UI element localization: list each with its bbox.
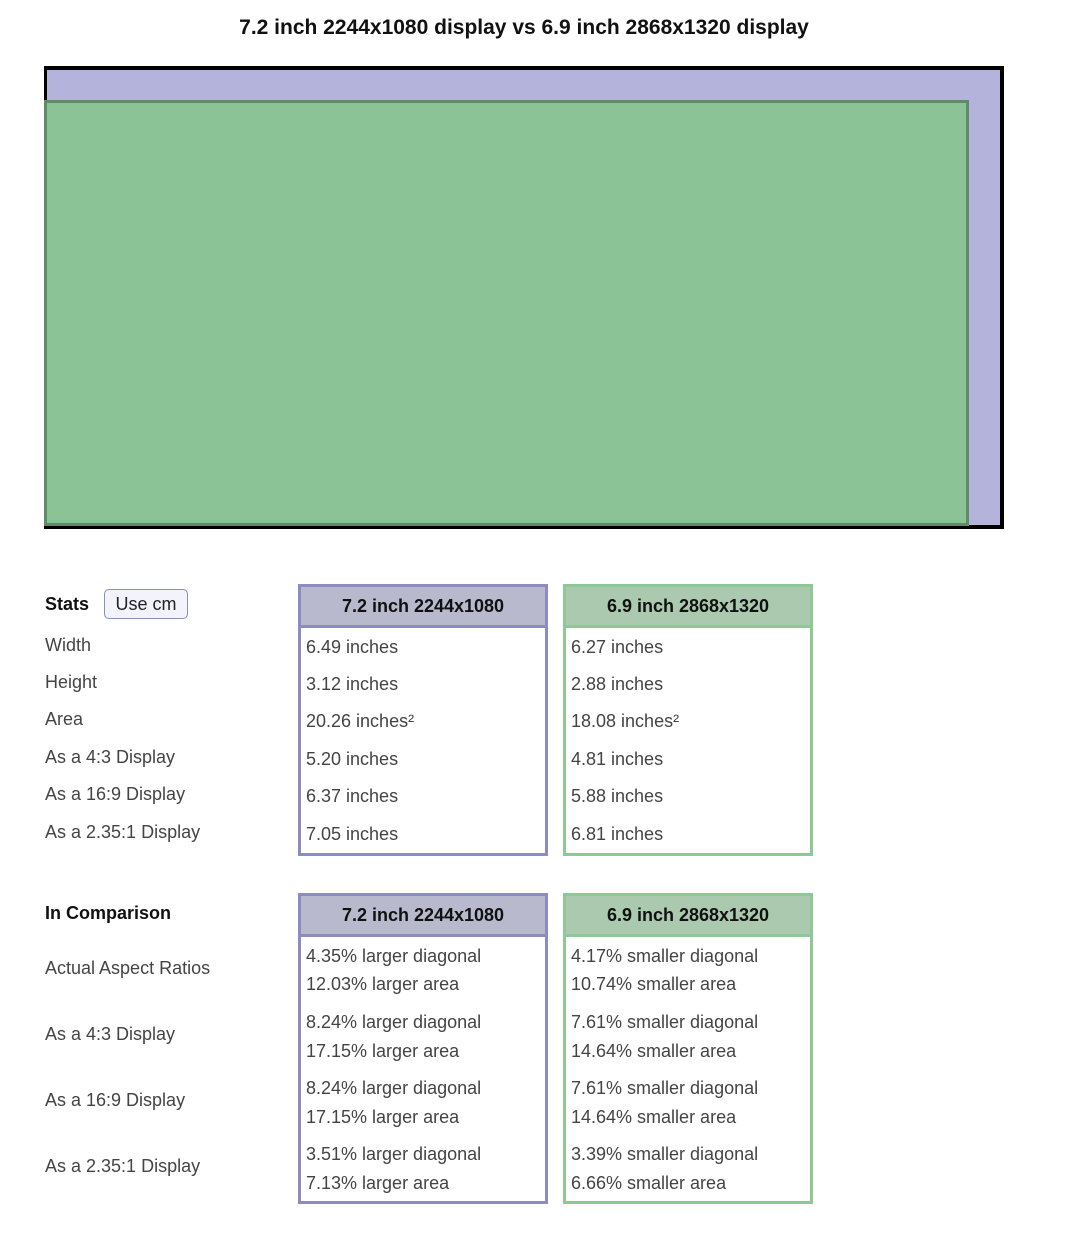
stats-row-label: As a 2.35:1 Display	[45, 822, 201, 842]
comparison-cell: 8.24% larger diagonal	[306, 1078, 482, 1098]
column-header: 6.9 inch 2868x1320	[566, 896, 810, 937]
stats-row-label: Width	[45, 635, 92, 655]
stats-column-display-b	[563, 584, 813, 856]
comparison-cell: 4.35% larger diagonal	[306, 946, 482, 966]
stats-cell: 18.08 inches²	[571, 711, 680, 731]
comparison-cell: 12.03% larger area	[306, 974, 460, 994]
column-header: 7.2 inch 2244x1080	[301, 896, 545, 937]
stats-row-label: Height	[45, 672, 98, 692]
stats-cell: 7.05 inches	[306, 824, 399, 844]
comparison-row-label: As a 4:3 Display	[45, 1024, 176, 1044]
stats-cell: 6.49 inches	[306, 637, 399, 657]
stats-cell: 6.27 inches	[571, 637, 664, 657]
comparison-cell: 6.66% smaller area	[571, 1173, 727, 1193]
stats-cell: 5.88 inches	[571, 786, 664, 806]
comparison-cell: 14.64% smaller area	[571, 1107, 737, 1127]
stats-cell: 6.37 inches	[306, 786, 399, 806]
stats-cell: 5.20 inches	[306, 749, 399, 769]
stats-row-label: As a 16:9 Display	[45, 784, 186, 804]
comparison-cell: 7.61% smaller diagonal	[571, 1078, 759, 1098]
comparison-heading: In Comparison	[45, 903, 172, 923]
comparison-cell: 3.39% smaller diagonal	[571, 1144, 759, 1164]
stats-cell: 3.12 inches	[306, 674, 399, 694]
column-header: 7.2 inch 2244x1080	[301, 587, 545, 628]
comparison-row-label: Actual Aspect Ratios	[45, 958, 211, 978]
stats-column-display-a	[298, 584, 548, 856]
stats-row-label: As a 4:3 Display	[45, 747, 176, 767]
stats-heading: Stats	[45, 594, 90, 614]
comparison-cell: 8.24% larger diagonal	[306, 1012, 482, 1032]
comparison-cell: 10.74% smaller area	[571, 974, 737, 994]
column-header: 6.9 inch 2868x1320	[566, 587, 810, 628]
comparison-cell: 17.15% larger area	[306, 1107, 460, 1127]
comparison-cell: 17.15% larger area	[306, 1041, 460, 1061]
comparison-cell: 7.13% larger area	[306, 1173, 450, 1193]
use-cm-button[interactable]: Use cm	[104, 589, 188, 619]
stats-cell: 2.88 inches	[571, 674, 664, 694]
page-title: 7.2 inch 2244x1080 display vs 6.9 inch 2868x1320 display	[239, 16, 809, 39]
comparison-cell: 4.17% smaller diagonal	[571, 946, 759, 966]
comparison-row-label: As a 2.35:1 Display	[45, 1156, 201, 1176]
stats-cell: 20.26 inches²	[306, 711, 415, 731]
comparison-row-label: As a 16:9 Display	[45, 1090, 186, 1110]
comparison-cell: 7.61% smaller diagonal	[571, 1012, 759, 1032]
display-b-outline	[44, 100, 969, 526]
stats-cell: 4.81 inches	[571, 749, 664, 769]
stats-cell: 6.81 inches	[571, 824, 664, 844]
comparison-column-display-a	[298, 893, 548, 1204]
stats-row-label: Area	[45, 709, 84, 729]
comparison-cell: 14.64% smaller area	[571, 1041, 737, 1061]
comparison-column-display-b	[563, 893, 813, 1204]
comparison-cell: 3.51% larger diagonal	[306, 1144, 482, 1164]
